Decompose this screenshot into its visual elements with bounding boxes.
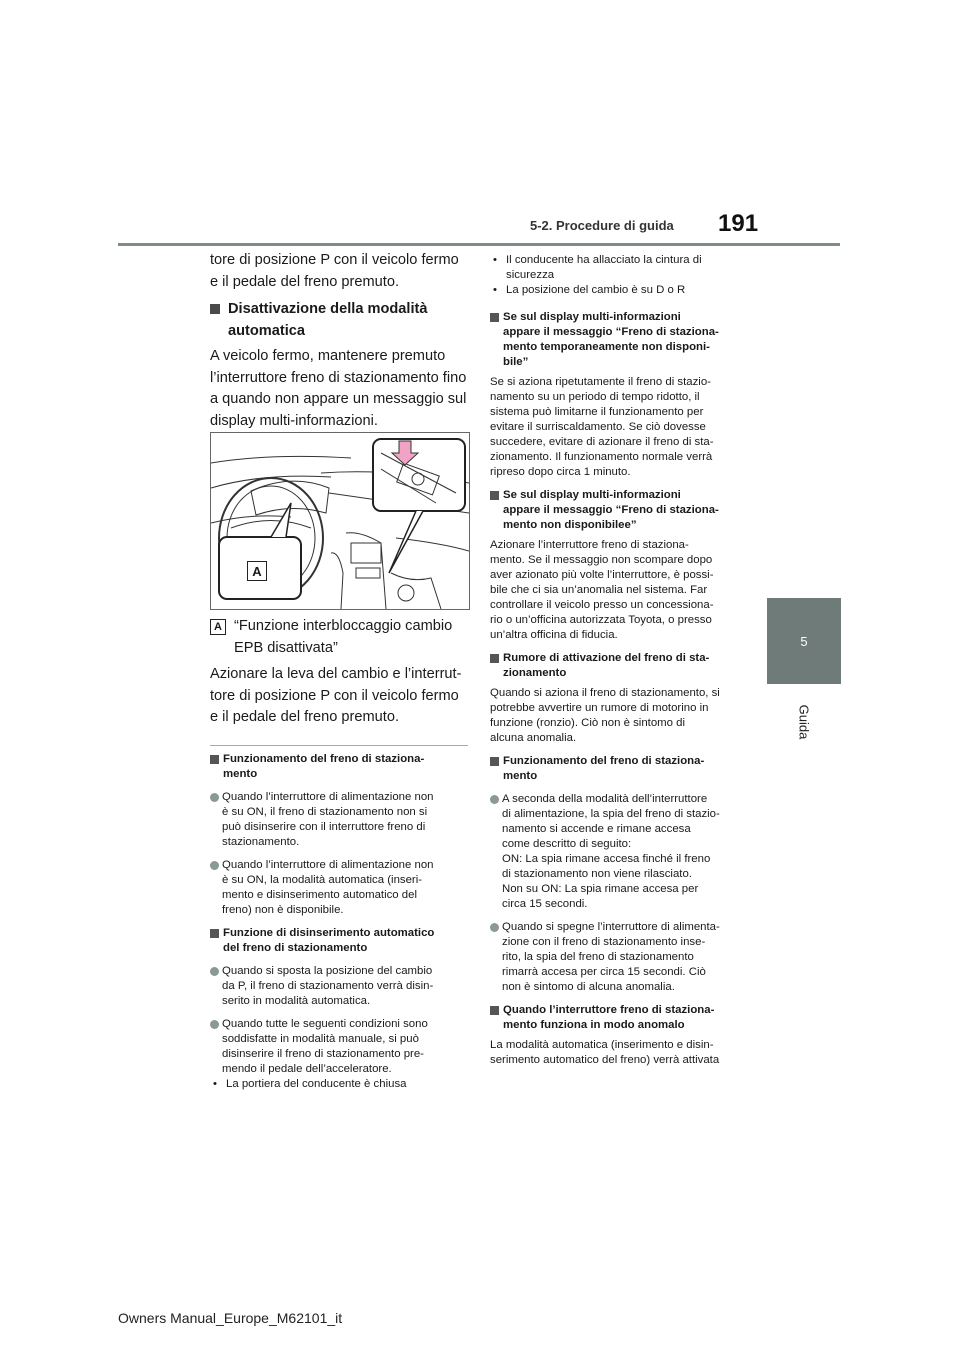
circle-bullet-icon (490, 923, 499, 932)
square-bullet-icon (210, 929, 219, 938)
footer-text: Owners Manual_Europe_M62101_it (118, 1310, 343, 1326)
dashboard-illustration (210, 432, 470, 610)
dashboard-drawing (211, 433, 469, 609)
note-heading-operation-light: Funzionamento del freno di staziona- mento (490, 754, 758, 784)
note-paragraph: Azionare l’interruttore freno di staziona- mento. Se il messaggio non scompare dopo aver azionato più volte l’interruttore, è possi- bile che ci sia un’anomalia nel sistema. Far controllare il veicolo presso un concessiona- rio o un’officina autorizzata Toyota, o presso un’altra officina di fiducia. (490, 539, 714, 641)
square-bullet-icon (490, 757, 499, 766)
left-column (210, 250, 472, 432)
chapter-label-container (766, 688, 842, 758)
condition-item: • Il conducente ha allacciato la cintura di sicurezza (493, 254, 702, 281)
square-bullet-icon (490, 1006, 499, 1015)
square-bullet-icon (210, 304, 220, 314)
condition-item: • La posizione del cambio è su D o R (493, 284, 686, 296)
shift-lever-paragraph: Azionare la leva del cambio e l’interrut- tore di posizione P con il veicolo fermo e il pedale del freno premuto. (210, 666, 462, 725)
note-bullet: Quando l’interruttore di alimentazione non è su ON, la modalità automatica (inseri- mento e disinserimento automatico del freno) non è disponibile. (210, 858, 472, 918)
chapter-number: 5 (800, 633, 808, 649)
figure-callout-label: A (247, 561, 267, 581)
left-notes (210, 752, 472, 1092)
figure-caption: A “Funzione interbloccaggio cambio EPB disattivata” (210, 616, 472, 659)
note-heading-operation: Funzionamento del freno di staziona- mento (210, 752, 472, 782)
heading-disable-auto-mode: Disattivazione della modalità automatica (210, 299, 472, 342)
right-column (490, 253, 758, 1068)
note-heading-auto-release: Funzione di disinserimento automatico del freno di stazionamento (210, 926, 472, 956)
page-number: 191 (718, 210, 759, 237)
note-bullet: Quando l’interruttore di alimentazione non è su ON, il freno di stazionamento non si può disinserire con il interruttore freno di stazionamento. (210, 790, 472, 850)
note-heading-unavailable: Se sul display multi-informazioni appare il messaggio “Freno di staziona- mento non disponibilee” (490, 488, 758, 533)
square-bullet-icon (490, 491, 499, 500)
caption-label: A (210, 619, 226, 635)
chapter-tab (767, 598, 841, 684)
note-heading-noise: Rumore di attivazione del freno di sta- zionamento (490, 651, 758, 681)
chapter-label: Guida (796, 704, 812, 740)
note-bullet: A seconda della modalità dell’interruttore di alimentazione, la spia del freno di stazio- namento si accende e rimane accesa come descritto di seguito: ON: La spia rimane accesa finché il freno di stazionamento non viene rilasciato. Non su ON: La spia rimane accesa per circa 15 secondi. (490, 792, 758, 912)
section-divider (210, 745, 468, 746)
note-bullet: Quando tutte le seguenti condizioni sono soddisfatte in modalità manuale, si può disinserire il freno di stazionamento pre- mendo il pedale dell’acceleratore. (210, 1017, 472, 1077)
intro-paragraph: tore di posizione P con il veicolo fermo e il pedale del freno premuto. (210, 252, 459, 290)
note-paragraph: Quando si aziona il freno di stazionamento, si potrebbe avvertire un rumore di motorino in funzione (ronzio). Ciò non è sintomo di alcuna anomalia. (490, 687, 720, 744)
circle-bullet-icon (210, 793, 219, 802)
square-bullet-icon (210, 755, 219, 764)
header-rule (118, 243, 840, 246)
circle-bullet-icon (210, 1020, 219, 1029)
note-bullet: Quando si spegne l’interruttore di alimenta- zione con il freno di stazionamento inse- rito, la spia del freno di stazionamento rimarrà accesa per circa 15 secondi. Ciò non è sintomo di alcuna anomalia. (490, 920, 758, 995)
paragraph-disable-auto-mode: A veicolo fermo, mantenere premuto l’interruttore freno di stazionamento fino a quando non appare un messaggio sul display multi-informazioni. (210, 348, 467, 429)
circle-bullet-icon (490, 795, 499, 804)
note-paragraph: La modalità automatica (inserimento e disin- serimento automatico del freno) verrà attivata (490, 1039, 720, 1066)
section-title: 5-2. Procedure di guida (530, 218, 674, 233)
square-bullet-icon (490, 654, 499, 663)
condition-item: • La portiera del conducente è chiusa (213, 1078, 407, 1090)
circle-bullet-icon (210, 861, 219, 870)
square-bullet-icon (490, 313, 499, 322)
note-bullet: Quando si sposta la posizione del cambio da P, il freno di stazionamento verrà disin- serito in modalità automatica. (210, 964, 472, 1009)
note-heading-temp-unavailable: Se sul display multi-informazioni appare il messaggio “Freno di staziona- mento temporaneamente non disponi- bile” (490, 310, 758, 370)
note-paragraph: Se si aziona ripetutamente il freno di stazio- namento su un periodo di tempo ridotto, il sistema può limitarne il funzionamento per evitare il surriscaldamento. Se ciò dovesse succedere, evitare di azionare il freno di sta- zionamento. Il funzionamento normale verrà ripreso dopo circa 1 minuto. (490, 376, 714, 478)
note-heading-malfunction: Quando l’interruttore freno di staziona- mento funziona in modo anomalo (490, 1003, 758, 1033)
circle-bullet-icon (210, 967, 219, 976)
